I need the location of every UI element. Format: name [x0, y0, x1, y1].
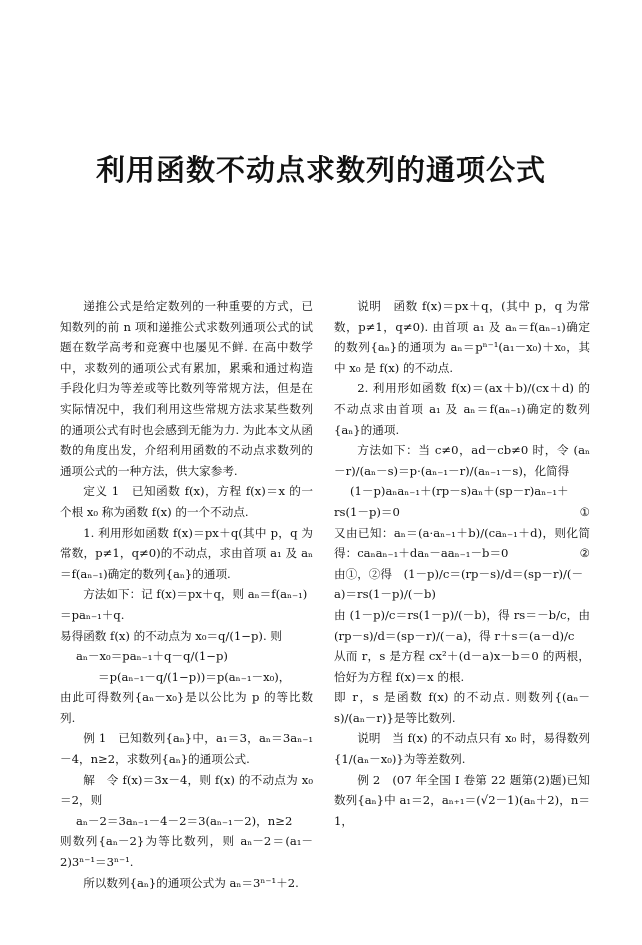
- paragraph-text: 由①，②得 (1－p)/c＝(rp－s)/d＝(sp－r)/(－a)＝rs(1－p)/(－b): [334, 566, 584, 602]
- paragraph-text: 由 (1－p)/c＝rs(1－p)/(－b)，得 rs＝－b/c，由 (rp－s)/d＝(sp－r)/(－a)，得 r＋s＝(a－d)/c: [334, 607, 590, 643]
- article-title: 利用函数不动点求数列的通项公式: [95, 153, 546, 187]
- paragraph-text: 2. 利用形如函数 f(x)＝(ax＋b)/(cx＋d) 的不动点求由首项 a₁ 及 aₙ＝f(aₙ₋₁)确定的数列{aₙ}的通项.: [334, 381, 590, 437]
- paragraph-text: 易得函数 f(x) 的不动点为 x₀＝q/(1−p). 则: [60, 628, 282, 643]
- paragraph: [60, 626, 313, 647]
- paragraph-text: ＝paₙ₋₁＋q.: [60, 607, 125, 622]
- paragraph-text: 方法如下：当 c≠0，ad－cb≠0 时，令 (aₙ－r)/(aₙ－s)＝p·(aₙ₋₁－r)/(aₙ₋₁－s)，化简得: [334, 443, 590, 478]
- paragraph: [60, 770, 313, 811]
- paragraph: [334, 481, 590, 502]
- paragraph: [334, 440, 590, 481]
- paragraph: [60, 667, 313, 688]
- paragraph-text: 由此可得数列{aₙ－x₀}是以公比为 p 的等比数列.: [60, 690, 313, 725]
- paragraph-text: 说明 当 f(x) 的不动点只有 x₀ 时，易得数列{1/(aₙ－x₀)}为等差数列.: [334, 731, 590, 767]
- paragraph-text: aₙ－2＝3aₙ₋₁－4－2＝3(aₙ₋₁－2)，n≥2: [76, 813, 293, 828]
- paragraph: [334, 728, 590, 769]
- paragraph: [334, 502, 590, 523]
- paragraph: [60, 646, 313, 667]
- paragraph: [334, 296, 590, 378]
- paragraph: [334, 687, 590, 728]
- paragraph: [60, 584, 313, 605]
- paragraph: [60, 831, 313, 872]
- paragraph-text: aₙ－x₀＝paₙ₋₁＋q－q/(1−p): [76, 649, 228, 664]
- paragraph: [60, 687, 313, 728]
- paragraph: [60, 811, 313, 832]
- equation-number: ①: [579, 504, 590, 519]
- paragraph: [334, 646, 590, 687]
- paragraph-text: 方法如下：记 f(x)＝px＋q，则 aₙ＝f(aₙ₋₁): [83, 587, 308, 602]
- paragraph: [60, 605, 313, 626]
- paragraph-text: 递推公式是给定数列的一种重要的方式，已知数列的前 n 项和递推公式求数列通项公式的试题在数学高考和竞赛中也屡见不鲜. 在高中数学中，求数列的通项公式有累加，累乘和通过构造手段化归为等差或等比数列等常规方法，但是在实际情况中，我们利用这些常规方法求某些数列的通项公式有时也会感到无能为力. 为此本文从函数的角度出发，介绍利用函数的不动点求数列的通项公式的一种方法，供大家参考.: [60, 299, 313, 478]
- paragraph-text: (1－p)aₙaₙ₋₁＋(rp－s)aₙ＋(sp－r)aₙ₋₁＋: [350, 484, 569, 499]
- paragraph: [334, 564, 590, 605]
- equation-number: ②: [579, 546, 590, 561]
- paragraph: [334, 523, 590, 564]
- paragraph: [334, 770, 590, 832]
- paragraph: [60, 523, 313, 585]
- paragraph-text: 例 1 已知数列{aₙ}中，a₁＝3，aₙ＝3aₙ₋₁－4，n≥2，求数列{aₙ}的通项公式.: [60, 731, 313, 767]
- paragraph-text: 即 r，s 是函数 f(x) 的不动点. 则数列{(aₙ－s)/(aₙ－r)}是等比数列.: [334, 690, 590, 725]
- paragraph: [60, 873, 313, 894]
- paragraph: [60, 728, 313, 769]
- paragraph-text: 定义 1 已知函数 f(x)，方程 f(x)＝x 的一个根 x₀ 称为函数 f(x) 的一个不动点.: [60, 484, 313, 519]
- paragraph-text: 所以数列{aₙ}的通项公式为 aₙ＝3ⁿ⁻¹＋2.: [83, 875, 299, 890]
- paragraph-text: 1. 利用形如函数 f(x)＝px＋q(其中 p，q 为常数，p≠1，q≠0)的不动点，求由首项 a₁ 及 aₙ＝f(aₙ₋₁)确定的数列{aₙ}的通项.: [60, 525, 313, 581]
- paragraph: [60, 481, 313, 522]
- paragraph-text: 则数列{aₙ－2}为等比数列，则 aₙ－2＝(a₁－2)3ⁿ⁻¹＝3ⁿ⁻¹.: [60, 834, 313, 870]
- right-column: [334, 296, 590, 831]
- left-column: [60, 296, 313, 893]
- paragraph-text: 例 2 (07 年全国 I 卷第 22 题第(2)题)已知数列{aₙ}中 a₁＝2，aₙ₊₁＝(√2－1)(aₙ＋2)，n＝1，: [334, 772, 590, 828]
- paragraph: [334, 605, 590, 646]
- paragraph-text: 从而 r，s 是方程 cx²＋(d－a)x－b＝0 的两根，恰好为方程 f(x)＝x 的根.: [334, 649, 590, 684]
- paragraph: [60, 296, 313, 481]
- paragraph-text: rs(1－p)＝0: [334, 504, 400, 519]
- paragraph-text: 说明 函数 f(x)＝px＋q，(其中 p，q 为常数，p≠1，q≠0). 由首项 a₁ 及 aₙ＝f(aₙ₋₁)确定的数列{aₙ}的通项为 aₙ＝pⁿ⁻¹(a₁－x₀)＋x₀，其中 x₀ 是 f(x) 的不动点.: [334, 299, 590, 375]
- paragraph-text: ＝p(aₙ₋₁－q/(1−p))＝p(aₙ₋₁－x₀)，: [98, 669, 291, 684]
- paragraph-text: 又由已知：aₙ＝(a·aₙ₋₁＋b)/(caₙ₋₁＋d)，则化简得：caₙaₙ₋₁＋daₙ－aaₙ₋₁－b＝0: [334, 525, 590, 561]
- paragraph-text: 解 令 f(x)＝3x－4，则 f(x) 的不动点为 x₀＝2，则: [60, 772, 313, 808]
- paragraph: [334, 378, 590, 440]
